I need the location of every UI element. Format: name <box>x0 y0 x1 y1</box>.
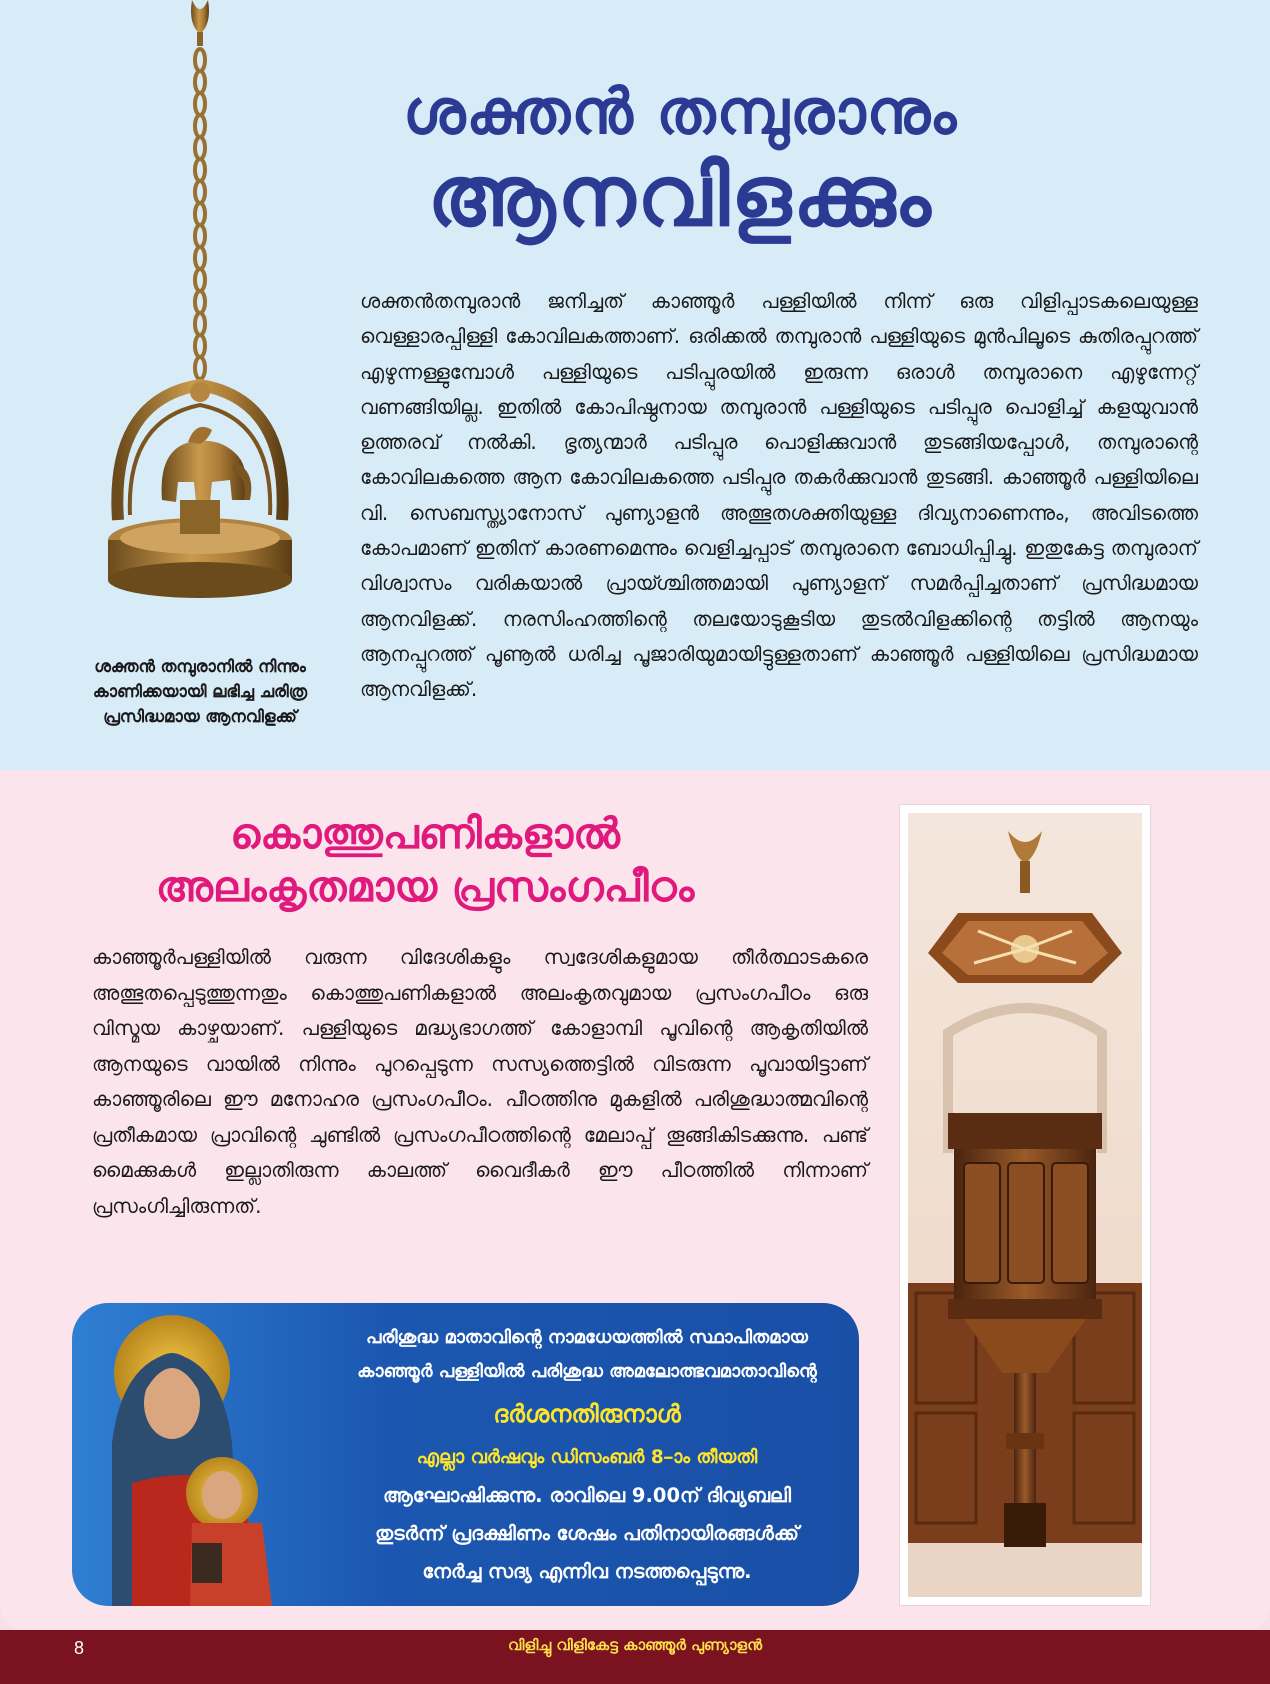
banner-line: കാഞ്ഞൂർ പള്ളിയിൽ പരിശുദ്ധ അമലോത്ഭവമാതാവിന്റെ <box>357 1361 817 1382</box>
banner-line: നേർച്ച സദ്യ എന്നിവ നടത്തപ്പെടുന്നു. <box>422 1560 752 1583</box>
banner-line: പരിശുദ്ധ മാതാവിന്റെ നാമധേയത്തിൽ സ്ഥാപിതമായ <box>366 1327 808 1348</box>
caption-line: കാണിക്കയായി ലഭിച്ച ചരിത്ര <box>92 682 308 701</box>
article2-title-line1: കൊത്തുപണികളാൽ <box>230 809 620 858</box>
article1-body: ശക്തൻതമ്പുരാൻ ജനിച്ചത് കാഞ്ഞൂർ പള്ളിയിൽ നിന്ന് ഒരു വിളിപ്പാടകലെയുള്ള വെള്ളാരപ്പിള്ളി കോവിലകത്താണ്. ഒരിക്കൽ തമ്പുരാൻ പള്ളിയുടെ മുൻപിലൂടെ കുതിരപ്പുറത്ത് എഴുന്നള്ളുമ്പോൾ പള്ളിയുടെ പടിപ്പുരയിൽ ഇരുന്ന ഒരാൾ തമ്പുരാനെ എഴുന്നേറ്റ് വണങ്ങിയില്ല. ഇതിൽ കോപിഷ്ഠനായ തമ്പുരാൻ പള്ളിയുടെ പടിപ്പുര പൊളിച്ച് കളയുവാൻ ഉത്തരവ് നൽകി. ഭൃത്യന്മാർ പടിപ്പുര പൊളിക്കുവാൻ തുടങ്ങിയപ്പോൾ, തമ്പുരാന്റെ കോവിലകത്തെ ആന കോവിലകത്തെ പടിപ്പുര തകർക്കുവാൻ തുടങ്ങി. കാഞ്ഞൂർ പള്ളിയിലെ വി. സെബസ്ത്യാനോസ് പുണ്യാളൻ അത്ഭുതശക്തിയുള്ള ദിവ്യനാണെന്നും, അവിടത്തെ കോപമാണ് ഇതിന് കാരണമെന്നും വെളിച്ചപ്പാട് തമ്പുരാനെ ബോധിപ്പിച്ചു. ഇതുകേട്ട തമ്പുരാന് വിശ്വാസം വരികയാൽ പ്രായ്ശ്ചിത്തമായി പുണ്യാളന് സമർപ്പിച്ചതാണ് പ്രസിദ്ധമായ ആനവിളക്ക്. നരസിംഹത്തിന്റെ തലയോടുകൂടിയ തുടൽവിളക്കിന്റെ തട്ടിൽ ആനയും ആനപ്പുറത്ത് പൂണൂൽ ധരിച്ച പൂജാരിയുമായിട്ടുള്ളതാണ് കാഞ്ഞൂർ പള്ളിയിലെ പ്രസിദ്ധമായ ആനവിളക്ക്. <box>360 289 1198 702</box>
article2-title-line2: അലംകൃതമായ പ്രസംഗപീഠം <box>155 861 695 911</box>
caption-line: പ്രസിദ്ധമായ ആനവിളക്ക് <box>103 707 297 726</box>
article1-title-line1: ശക്തൻ തമ്പുരാനും <box>402 75 958 148</box>
article2-body: കാഞ്ഞൂർപള്ളിയിൽ വരുന്ന വിദേശികളും സ്വദേശികളുമായ തീർത്ഥാടകരെ അത്ഭുതപ്പെടുത്തുന്നതും കൊത്തുപണികളാൽ അലംകൃതവുമായ പ്രസംഗപീഠം ഒരു വിസ്മയ കാഴ്ചയാണ്. പള്ളിയുടെ മദ്ധ്യഭാഗത്ത് കോളാമ്പി പൂവിന്റെ ആകൃതിയിൽ ആനയുടെ വായിൽ നിന്നും പുറപ്പെടുന്ന സസ്യത്തെട്ടിൽ വിടരുന്ന പൂവായിട്ടാണ് കാഞ്ഞൂരിലെ ഈ മനോഹര പ്രസംഗപീഠം. പീഠത്തിനു മുകളിൽ പരിശുദ്ധാത്മവിന്റെ പ്രതീകമായ പ്രാവിന്റെ ചുണ്ടിൽ പ്രസംഗപീഠത്തിന്റെ മേലാപ്പ് തൂങ്ങികിടക്കുന്നു. പണ്ട് മൈക്കുകൾ ഇല്ലാതിരുന്ന കാലത്ത് വൈദീകർ ഈ പീഠത്തിൽ നിന്നാണ് പ്രസംഗിച്ചിരുന്നത്. <box>92 945 868 1218</box>
article2-title <box>110 808 740 913</box>
caption-line: ശക്തൻ തമ്പുരാനിൽ നിന്നും <box>94 657 306 676</box>
footer-title: വിളിച്ചു വിളികേട്ട കാഞ്ഞൂർ പുണ്യാളൻ <box>507 1636 763 1654</box>
elephant-lamp-photo <box>100 0 300 640</box>
lamp-caption <box>60 654 340 729</box>
article1-title-line2: ആനവിളക്കും <box>427 147 933 245</box>
page-number: 8 <box>74 1638 85 1658</box>
banner-line: ആഘോഷിക്കുന്നു. രാവിലെ 9.00ന് ദിവ്യബലി <box>383 1484 791 1507</box>
pulpit-photo <box>908 813 1142 1597</box>
festival-banner <box>72 1303 859 1606</box>
banner-line: തുടർന്ന് പ്രദക്ഷിണം ശേഷം പതിനായിരങ്ങൾക്ക് <box>375 1522 799 1545</box>
festival-name: ദർശനതിരുനാൾ <box>493 1400 681 1428</box>
festival-announcement <box>332 1321 842 1591</box>
madonna-icon-image <box>72 1303 302 1606</box>
festival-date: എല്ലാ വർഷവും ഡിസംബർ 8–ാം തീയതി <box>416 1447 758 1468</box>
pulpit-photo-frame <box>900 805 1150 1605</box>
